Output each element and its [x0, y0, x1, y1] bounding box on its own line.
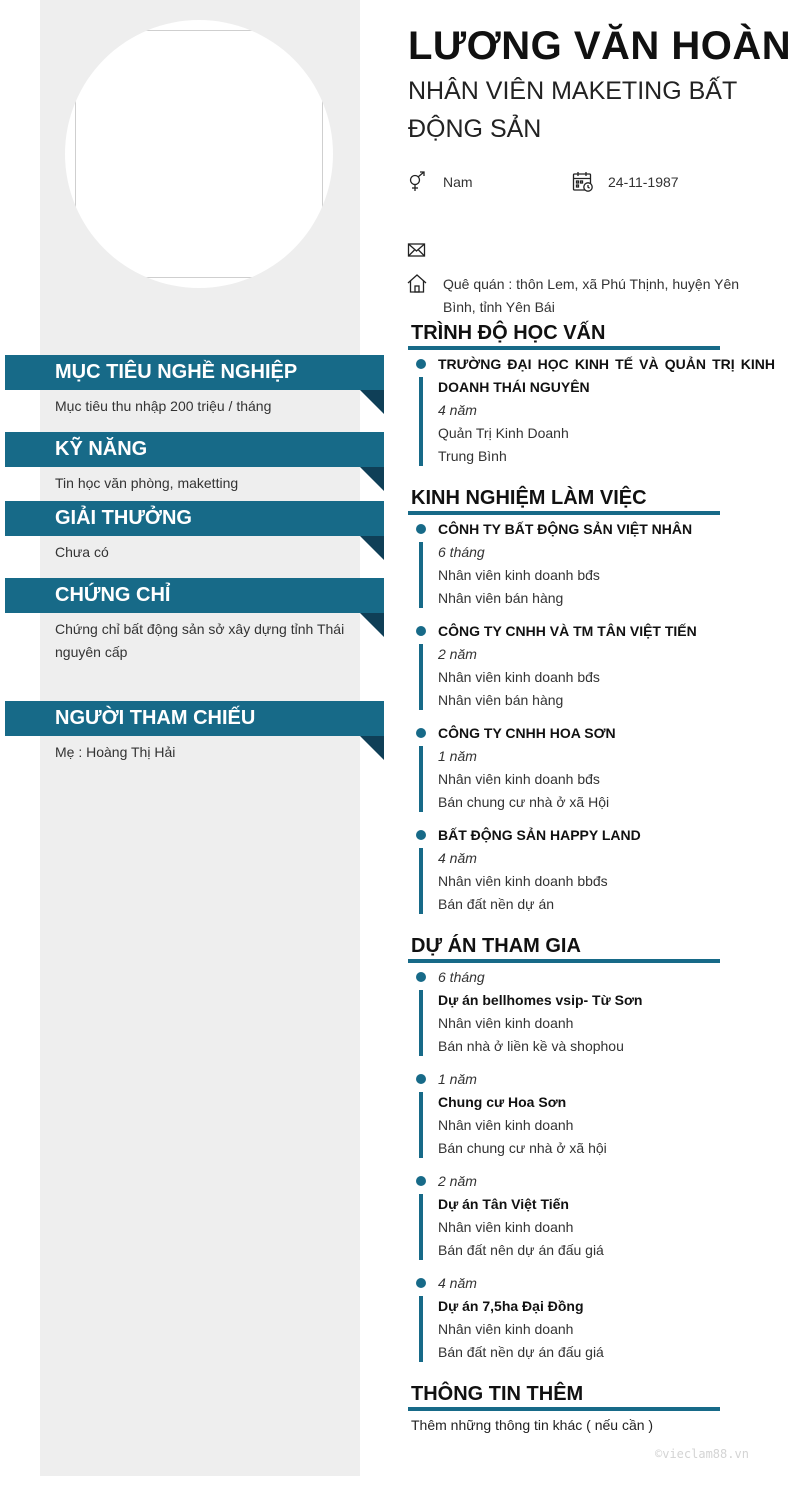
experience-item — [416, 518, 776, 610]
home-icon — [407, 273, 429, 295]
project-name: Dự án bellhomes vsip- Từ Sơn — [438, 992, 643, 1008]
project-role: Nhân viên kinh doanh — [438, 1015, 574, 1031]
school-name: TRƯỜNG ĐẠI HỌC KINH TẾ VÀ QUẢN TRỊ KINH DOANH THÁI NGUYÊN — [438, 356, 775, 395]
project-name: Chung cư Hoa Sơn — [438, 1094, 567, 1110]
timeline-dot — [416, 728, 426, 738]
experience-duration: 4 năm — [438, 850, 477, 866]
experience-position: Nhân viên kinh doanh bđs — [438, 669, 600, 685]
project-description: Bán đất nền dự án đấu giá — [438, 1344, 604, 1360]
company-name: CÔNG TY CNHH HOA SƠN — [438, 725, 616, 741]
experience-position: Nhân viên kinh doanh bđs — [438, 771, 600, 787]
experience-description: Nhân viên bán hàng — [438, 692, 564, 708]
mail-icon — [407, 241, 429, 259]
project-duration: 2 năm — [438, 1173, 477, 1189]
experience-description: Nhân viên bán hàng — [438, 590, 564, 606]
watermark: ©vieclam88.vn — [655, 1447, 749, 1461]
project-role: Nhân viên kinh doanh — [438, 1117, 574, 1133]
project-name: Dự án Tân Việt Tiến — [438, 1196, 569, 1212]
gender-value: Nam — [443, 174, 473, 190]
certificates-heading-fold — [360, 613, 384, 637]
avatar-frame — [75, 30, 323, 278]
timeline-bar — [419, 1092, 423, 1158]
experience-item — [416, 824, 776, 916]
experience-position: Nhân viên kinh doanh bđs — [438, 567, 600, 583]
timeline-dot — [416, 830, 426, 840]
project-item — [416, 1068, 776, 1160]
experience-duration: 6 tháng — [438, 544, 485, 560]
project-item — [416, 1272, 776, 1364]
experience-duration: 2 năm — [438, 646, 477, 662]
project-description: Bán đất nên dự án đấu giá — [438, 1242, 604, 1258]
objective-heading-fold — [360, 390, 384, 414]
experience-duration: 1 năm — [438, 748, 477, 764]
timeline-bar — [419, 1296, 423, 1362]
company-name: CÔNH TY BẤT ĐỘNG SẢN VIỆT NHÂN — [438, 521, 693, 537]
education-grade: Trung Bình — [438, 448, 507, 464]
references-heading-fold — [360, 736, 384, 760]
avatar[interactable] — [65, 20, 333, 288]
awards-heading-fold — [360, 536, 384, 560]
extra-info-heading: THÔNG TIN THÊM — [408, 1381, 720, 1411]
project-role: Nhân viên kinh doanh — [438, 1219, 574, 1235]
experience-heading: KINH NGHIỆM LÀM VIỆC — [408, 485, 720, 515]
project-name: Dự án 7,5ha Đại Đồng — [438, 1298, 584, 1314]
project-duration: 4 năm — [438, 1275, 477, 1291]
project-item — [416, 1170, 776, 1262]
education-item — [416, 353, 776, 468]
experience-position: Nhân viên kinh doanh bbđs — [438, 873, 608, 889]
experience-item — [416, 620, 776, 712]
education-major: Quản Trị Kinh Doanh — [438, 425, 569, 441]
project-description: Bán chung cư nhà ở xã hội — [438, 1140, 607, 1156]
projects-heading: DỰ ÁN THAM GIA — [408, 933, 720, 963]
timeline-dot — [416, 1278, 426, 1288]
candidate-name: LƯƠNG VĂN HOÀN — [408, 24, 792, 68]
references-text: Mẹ : Hoàng Thị Hải — [55, 744, 176, 760]
project-duration: 6 tháng — [438, 969, 485, 985]
timeline-bar — [419, 848, 423, 914]
objective-heading: MỤC TIÊU NGHỀ NGHIỆP — [5, 355, 384, 390]
references-heading: NGƯỜI THAM CHIẾU — [5, 701, 384, 736]
timeline-dot — [416, 1074, 426, 1084]
project-description: Bán nhà ở liền kề và shophou — [438, 1038, 624, 1054]
address-value: Quê quán : thôn Lem, xã Phú Thịnh, huyện Yên Bình, tỉnh Yên Bái — [443, 276, 740, 315]
job-title: NHÂN VIÊN MAKETING BẤT ĐỘNG SẢN — [408, 77, 737, 143]
project-item — [416, 966, 776, 1058]
timeline-bar — [419, 990, 423, 1056]
company-name: CÔNG TY CNHH VÀ TM TÂN VIỆT TIẾN — [438, 623, 697, 639]
skills-text: Tin học văn phòng, maketting — [55, 475, 239, 491]
timeline-bar — [419, 542, 423, 608]
timeline-dot — [416, 524, 426, 534]
experience-description: Bán đất nền dự án — [438, 896, 555, 912]
timeline-bar — [419, 746, 423, 812]
project-role: Nhân viên kinh doanh — [438, 1321, 574, 1337]
timeline-bar — [419, 377, 423, 466]
certificates-text: Chứng chỉ bất động sản sở xây dựng tỉnh Thái nguyên cấp — [55, 621, 345, 660]
birthday-value: 24-11-1987 — [608, 174, 679, 190]
education-duration: 4 năm — [438, 402, 477, 418]
experience-item — [416, 722, 776, 814]
awards-heading: GIẢI THƯỞNG — [5, 501, 384, 536]
timeline-dot — [416, 626, 426, 636]
calendar-icon — [572, 171, 594, 193]
education-heading: TRÌNH ĐỘ HỌC VẤN — [408, 320, 720, 350]
project-duration: 1 năm — [438, 1071, 477, 1087]
timeline-bar — [419, 644, 423, 710]
timeline-bar — [419, 1194, 423, 1260]
timeline-dot — [416, 972, 426, 982]
timeline-dot — [416, 359, 426, 369]
gender-icon — [407, 171, 429, 193]
skills-heading: KỸ NĂNG — [5, 432, 384, 467]
extra-info-text: Thêm những thông tin khác ( nếu cần ) — [411, 1417, 654, 1433]
objective-text: Mục tiêu thu nhập 200 triệu / tháng — [55, 398, 272, 414]
awards-text: Chưa có — [55, 544, 109, 560]
skills-heading-fold — [360, 467, 384, 491]
timeline-dot — [416, 1176, 426, 1186]
experience-description: Bán chung cư nhà ở xã Hội — [438, 794, 610, 810]
company-name: BẤT ĐỘNG SẢN HAPPY LAND — [438, 827, 641, 843]
certificates-heading: CHỨNG CHỈ — [5, 578, 384, 613]
